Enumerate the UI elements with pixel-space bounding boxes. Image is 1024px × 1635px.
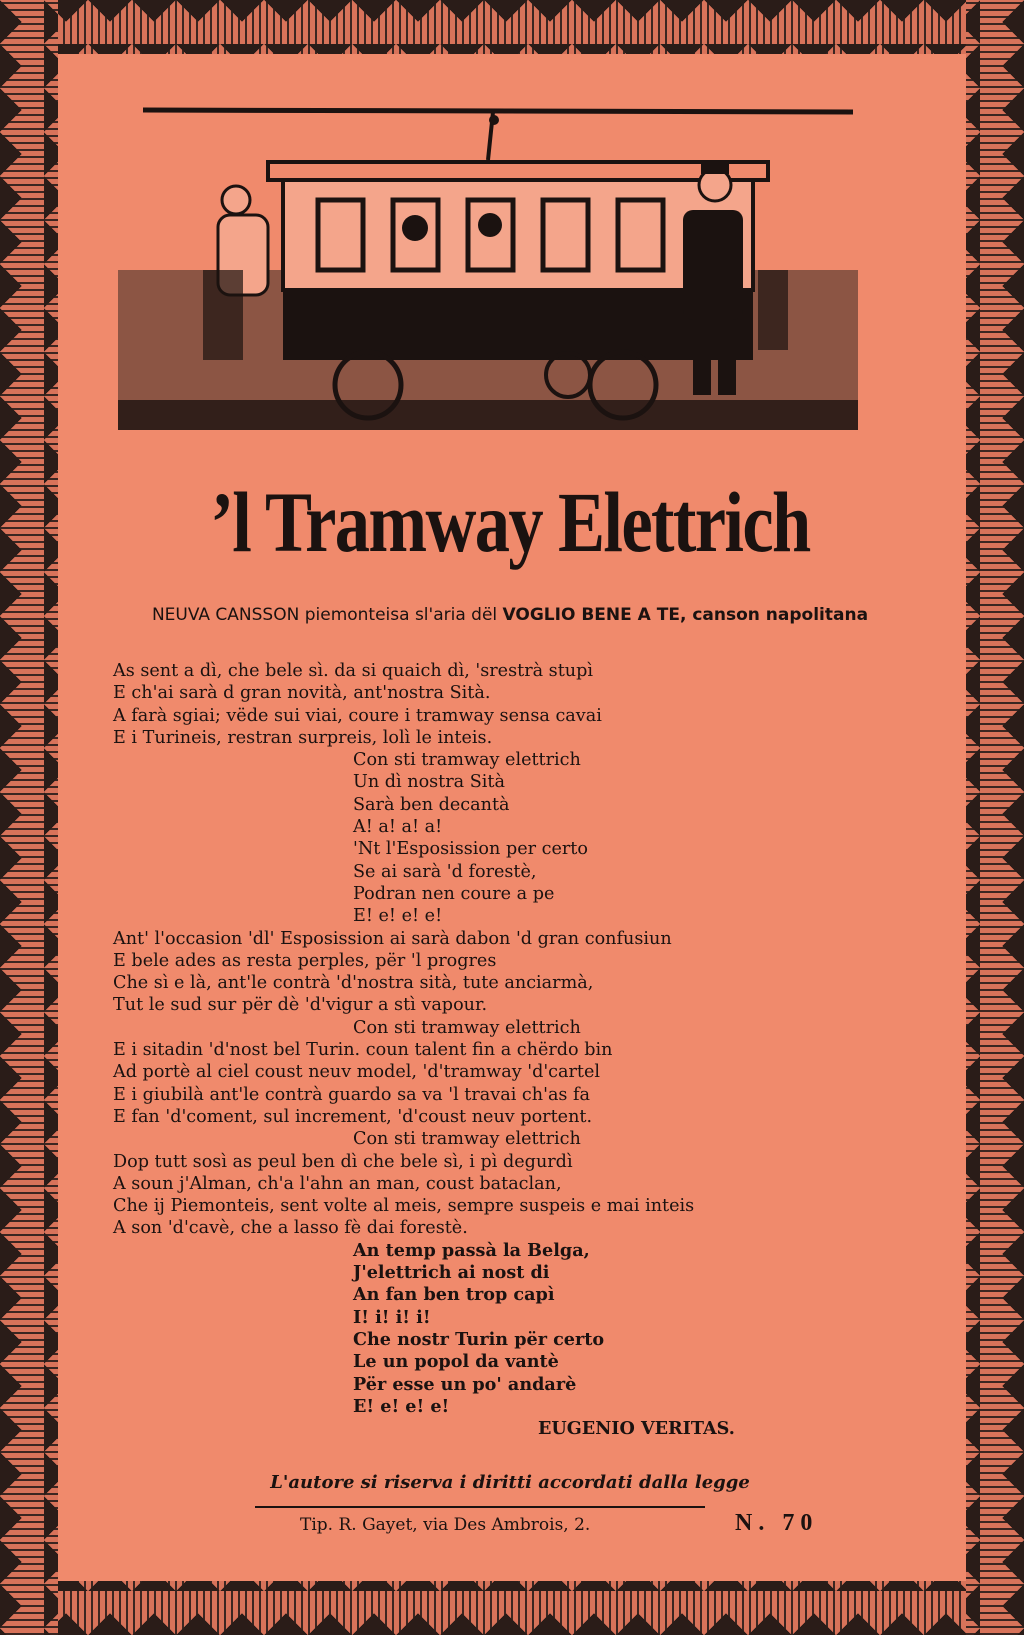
sheet-number: N. 70	[735, 1510, 819, 1536]
lyric-line: Che ij Piemonteis, sent volte al meis, sempre suspeis e mai inteis	[113, 1196, 695, 1217]
lyric-line: J'elettrich ai nost di	[353, 1262, 550, 1284]
lyric-line: Ant' l'occasion 'dl' Esposission ai sarà dabon 'd gran confusiun	[113, 928, 672, 949]
lyric-line: An fan ben trop capì	[353, 1284, 555, 1306]
lyric-line: E! e! e! e!	[353, 1395, 450, 1417]
lyric-line: I! i! i! i!	[353, 1306, 431, 1328]
page-title: ’l Tramway Elettrich	[210, 474, 810, 570]
lyric-line: An temp passà la Belga,	[353, 1239, 590, 1261]
printer-credit: Tip. R. Gayet, via Des Ambrois, 2.	[300, 1515, 591, 1535]
lyric-line: E i sitadin 'd'nost bel Turin. coun talent fin a chërdo bin	[113, 1040, 613, 1061]
lyric-line: Con sti tramway elettrich	[353, 1129, 581, 1150]
lyric-line: A son 'd'cavè, che a lasso fè dai forestè.	[113, 1218, 468, 1239]
lyric-line: E bele ades as resta perples, për 'l progres	[113, 950, 497, 971]
subtitle	[60, 605, 960, 625]
lyric-line: Ad portè al ciel coust neuv model, 'd'tramway 'd'cartel	[113, 1062, 601, 1083]
lyric-line: E ch'ai sarà d gran novità, ant'nostra Sità.	[113, 683, 491, 704]
rights-notice: L'autore si riserva i diritti accordati dalla legge	[270, 1472, 750, 1493]
lyric-line: Le un popol da vantè	[353, 1351, 559, 1373]
decorative-border-bottom	[0, 1581, 1024, 1635]
lyric-line: A! a! a! a!	[353, 817, 443, 838]
lyric-line: Che nostr Turin për certo	[353, 1328, 605, 1350]
decorative-border-top	[0, 0, 1024, 54]
lyric-line: Con sti tramway elettrich	[353, 750, 581, 771]
tram-illustration	[118, 100, 858, 460]
lyric-line: Dop tutt sosì as peul ben dì che bele sì, i pì degurdì	[113, 1151, 573, 1172]
lyric-line: Con sti tramway elettrich	[353, 1017, 581, 1038]
lyric-line: Për esse un po' andarè	[353, 1373, 577, 1395]
lyric-line: E i giubilà ant'le contrà guardo sa va 'l travai ch'as fa	[113, 1084, 591, 1105]
lyric-line: A farà sgiai; vëde sui viai, coure i tramway sensa cavai	[113, 705, 602, 726]
lyric-line: As sent a dì, che bele sì. da si quaich dì, 'srestrà stupì	[113, 661, 594, 681]
lyric-line: E! e! e! e!	[353, 906, 443, 927]
lyric-line: A soun j'Alman, ch'a l'ahn an man, coust bataclan,	[113, 1173, 562, 1194]
subtitle-lead: NEUVA CANSSON	[151, 605, 300, 625]
lyric-line: Podran nen coure a pe	[353, 883, 555, 904]
lyric-line: Sarà ben decantà	[353, 794, 510, 815]
subtitle-mid: piemonteisa sl'aria dël	[299, 605, 503, 625]
song-lyrics	[113, 660, 873, 1440]
subtitle-tune: VOGLIO BENE A TE,	[502, 605, 687, 625]
lyric-line: Se ai sarà 'd forestè,	[353, 861, 537, 882]
lyric-line: Che sì e là, ant'le contrà 'd'nostra sità, tute anciarmà,	[113, 973, 594, 994]
lyric-line: 'Nt l'Esposission per certo	[353, 839, 588, 860]
lyric-line: E fan 'd'coment, sul increment, 'd'coust neuv portent.	[113, 1106, 593, 1127]
decorative-border-right	[966, 0, 1024, 1635]
divider-rule	[255, 1506, 705, 1508]
lyric-line: Un dì nostra Sità	[353, 772, 505, 793]
lyric-line: Tut le sud sur për dè 'd'vigur a stì vapour.	[113, 995, 488, 1016]
lyric-line: E i Turineis, restran surpreis, lolì le inteis.	[113, 727, 493, 748]
subtitle-tail: canson napolitana	[686, 605, 869, 625]
author-signature: EUGENIO VERITAS.	[538, 1418, 735, 1440]
decorative-border-left	[0, 0, 58, 1635]
